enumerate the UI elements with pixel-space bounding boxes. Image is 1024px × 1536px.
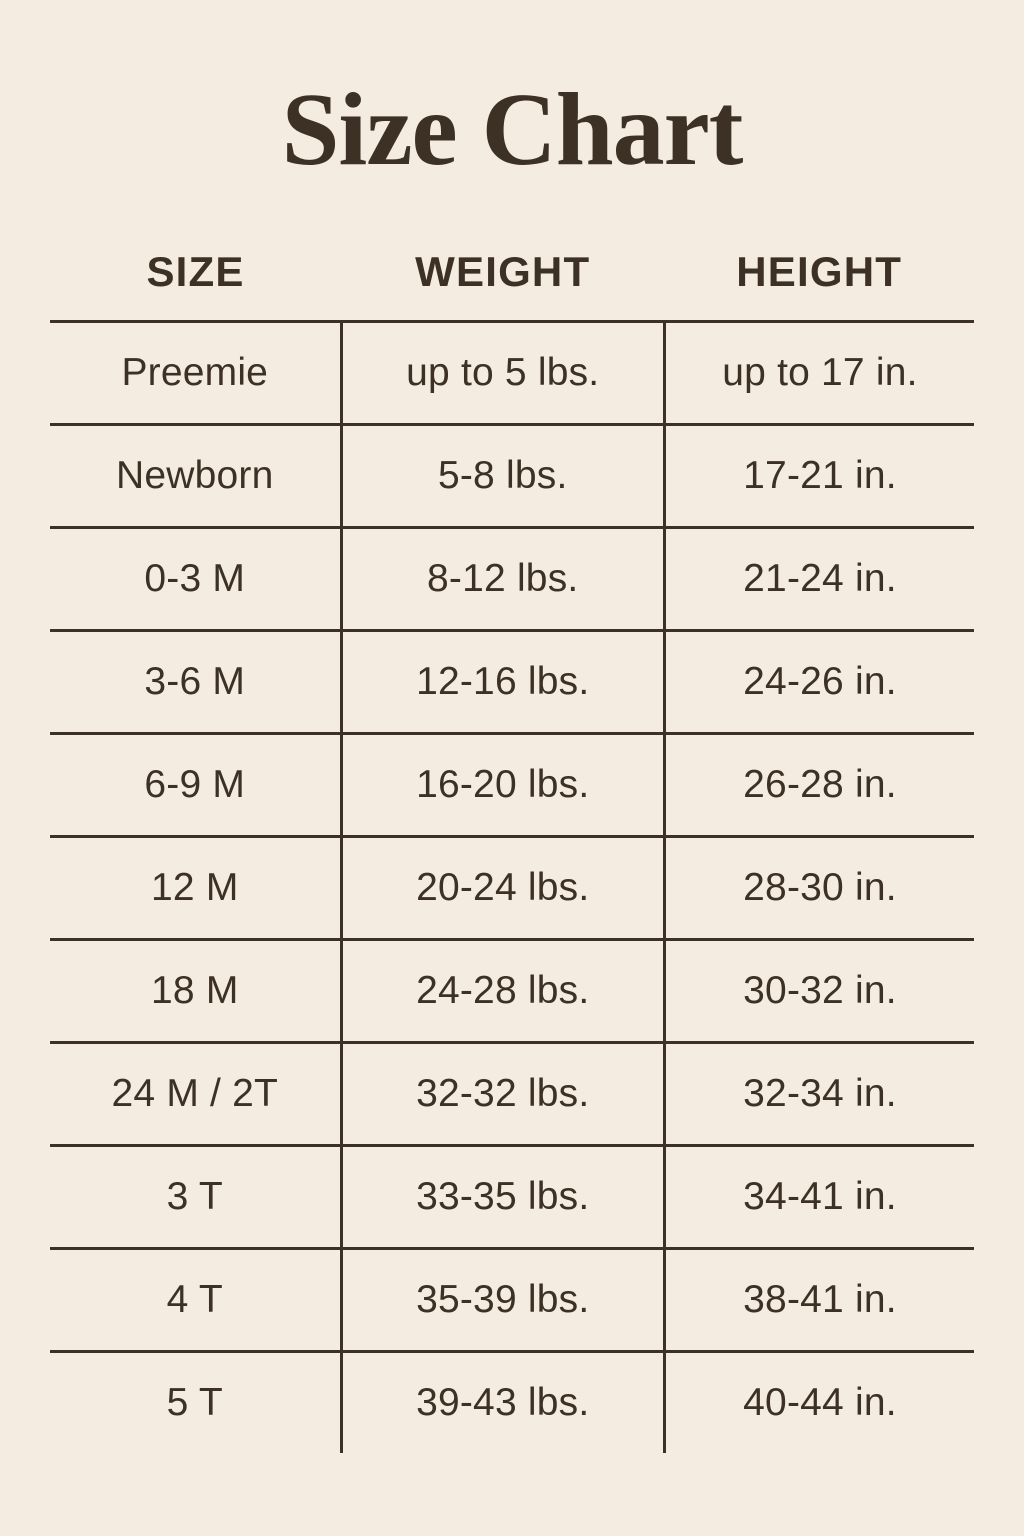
cell-height: 40-44 in. — [664, 1352, 974, 1454]
table-row — [50, 631, 974, 734]
cell-weight: 24-28 lbs. — [341, 940, 664, 1043]
cell-weight: 20-24 lbs. — [341, 837, 664, 940]
size-chart-table — [50, 248, 974, 1453]
cell-weight: up to 5 lbs. — [341, 322, 664, 425]
cell-height: 28-30 in. — [664, 837, 974, 940]
table-body — [50, 322, 974, 1454]
cell-height: up to 17 in. — [664, 322, 974, 425]
cell-size: 3 T — [50, 1146, 341, 1249]
table-row — [50, 837, 974, 940]
table-row — [50, 1146, 974, 1249]
cell-size: 6-9 M — [50, 734, 341, 837]
cell-size: Newborn — [50, 425, 341, 528]
header-row — [50, 248, 974, 322]
column-header-size: SIZE — [146, 248, 245, 295]
cell-weight: 5-8 lbs. — [341, 425, 664, 528]
cell-height: 38-41 in. — [664, 1249, 974, 1352]
cell-weight: 32-32 lbs. — [341, 1043, 664, 1146]
cell-weight: 39-43 lbs. — [341, 1352, 664, 1454]
cell-weight: 35-39 lbs. — [341, 1249, 664, 1352]
cell-height: 26-28 in. — [664, 734, 974, 837]
cell-size: Preemie — [50, 322, 341, 425]
table-row — [50, 425, 974, 528]
cell-weight: 8-12 lbs. — [341, 528, 664, 631]
table-row — [50, 528, 974, 631]
cell-size: 0-3 M — [50, 528, 341, 631]
cell-size: 24 M / 2T — [50, 1043, 341, 1146]
cell-height: 24-26 in. — [664, 631, 974, 734]
cell-height: 30-32 in. — [664, 940, 974, 1043]
table-row — [50, 1249, 974, 1352]
table-row — [50, 1352, 974, 1454]
cell-weight: 33-35 lbs. — [341, 1146, 664, 1249]
table-header — [50, 248, 974, 322]
page-title: Size Chart — [281, 72, 743, 187]
cell-size: 12 M — [50, 837, 341, 940]
cell-height: 34-41 in. — [664, 1146, 974, 1249]
column-header-weight: WEIGHT — [415, 248, 591, 295]
cell-height: 32-34 in. — [664, 1043, 974, 1146]
cell-size: 3-6 M — [50, 631, 341, 734]
cell-size: 4 T — [50, 1249, 341, 1352]
cell-size: 18 M — [50, 940, 341, 1043]
table-row — [50, 734, 974, 837]
table-row — [50, 1043, 974, 1146]
table-row — [50, 322, 974, 425]
cell-height: 21-24 in. — [664, 528, 974, 631]
cell-size: 5 T — [50, 1352, 341, 1454]
cell-height: 17-21 in. — [664, 425, 974, 528]
table-row — [50, 940, 974, 1043]
cell-weight: 16-20 lbs. — [341, 734, 664, 837]
cell-weight: 12-16 lbs. — [341, 631, 664, 734]
column-header-height: HEIGHT — [736, 248, 903, 295]
